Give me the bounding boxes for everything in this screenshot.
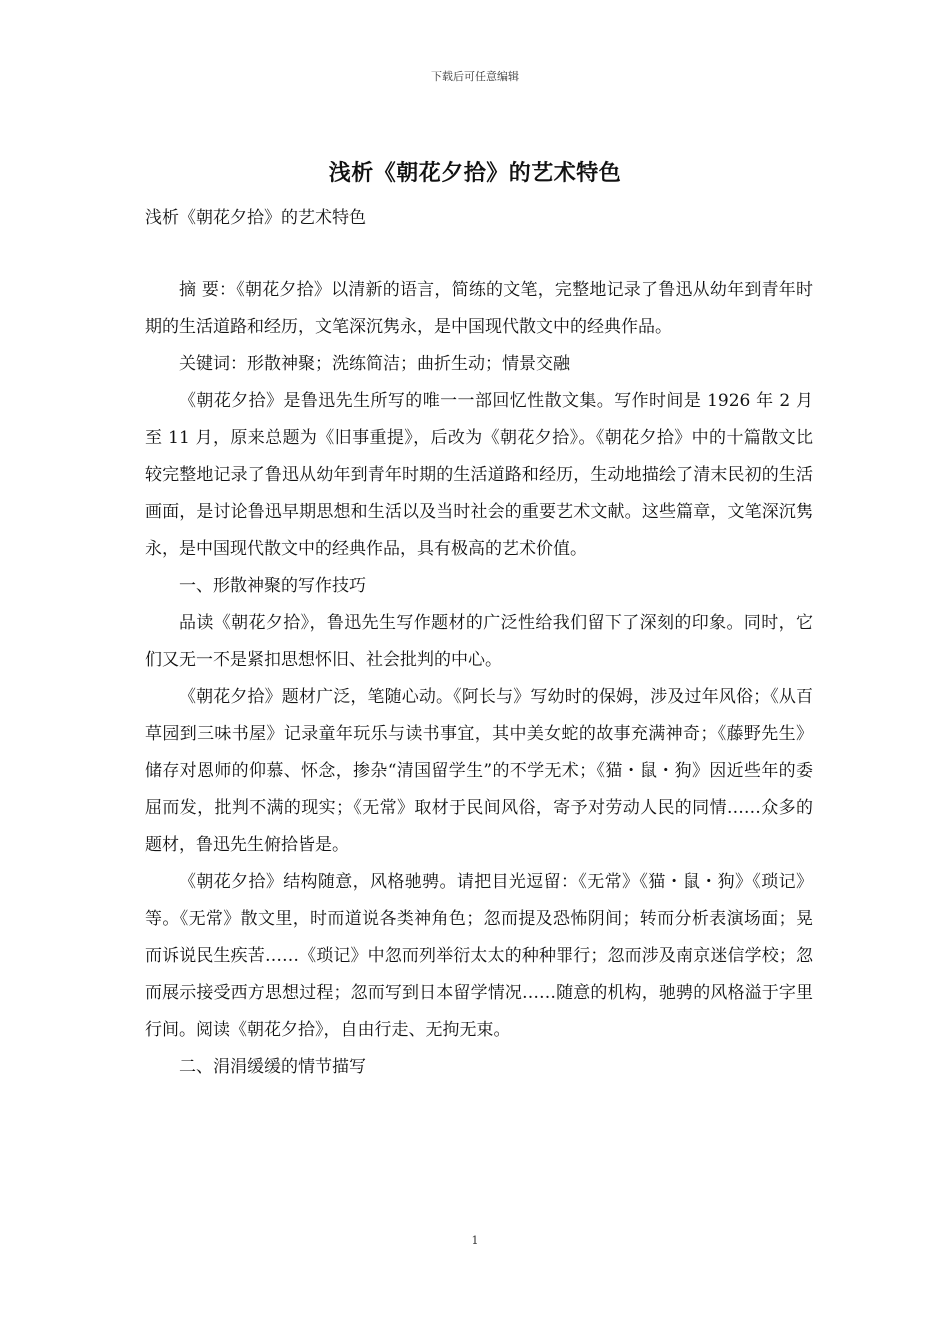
section-heading-1: 一、形散神聚的写作技巧: [179, 576, 366, 596]
document-subtitle: 浅析《朝花夕拾》的艺术特色: [145, 208, 366, 228]
body-paragraph: 《朝花夕拾》题材广泛，笔随心动。《阿长与》写幼时的保姆，涉及过年风俗；《从百草园到三味书屋》记录童年玩乐与读书事宜，其中美女蛇的故事充满神奇；《藤野先生》储存对恩师的仰慕、怀念，掺杂“清国留学生”的不学无术；《猫・鼠・狗》因近些年的委屈而发，批判不满的现实；《无常》取材于民间风俗，寄予对劳动人民的同情……众多的题材，鲁迅先生俯拾皆是。: [145, 687, 813, 855]
body-paragraph: 品读《朝花夕拾》，鲁迅先生写作题材的广泛性给我们留下了深刻的印象。同时，它们又无一不是紧扣思想怀旧、社会批判的中心。: [145, 613, 813, 670]
intro-paragraph: 《朝花夕拾》是鲁迅先生所写的唯一一部回忆性散文集。写作时间是 1926 年 2 月至 11 月，原来总题为《旧事重提》，后改为《朝花夕拾》。《朝花夕拾》中的十篇散文比较完整地记录了鲁迅从幼年到青年时期的生活道路和经历，生动地描绘了清末民初的生活画面，是讨论鲁迅早期思想和生活以及当时社会的重要艺术文献。这些篇章，文笔深沉隽永，是中国现代散文中的经典作品，具有极高的艺术价值。: [145, 391, 813, 559]
keywords-paragraph: 关键词：形散神聚；洗练简洁；曲折生动；情景交融: [179, 354, 570, 374]
document-body: [145, 272, 813, 1086]
abstract-paragraph: 摘 要：《朝花夕拾》以清新的语言，简练的文笔，完整地记录了鲁迅从幼年到青年时期的生活道路和经历，文笔深沉隽永，是中国现代散文中的经典作品。: [145, 280, 813, 337]
page-number: 1: [471, 1234, 479, 1247]
body-paragraph: 《朝花夕拾》结构随意，风格驰骋。请把目光逗留：《无常》《猫・鼠・狗》《琐记》等。《无常》散文里，时而道说各类神角色；忽而提及恐怖阴间；转而分析表演场面；晃而诉说民生疾苦……《琐记》中忽而列举衍太太的种种罪行；忽而涉及南京迷信学校；忽而展示接受西方思想过程；忽而写到日本留学情况……随意的机构，驰骋的风格溢于字里行间。阅读《朝花夕拾》，自由行走、无拘无束。: [145, 872, 813, 1040]
page-header: 下载后可任意编辑: [431, 70, 519, 83]
section-heading-2: 二、涓涓缓缓的情节描写: [179, 1057, 366, 1077]
document-title: 浅析《朝花夕拾》的艺术特色: [328, 160, 622, 186]
